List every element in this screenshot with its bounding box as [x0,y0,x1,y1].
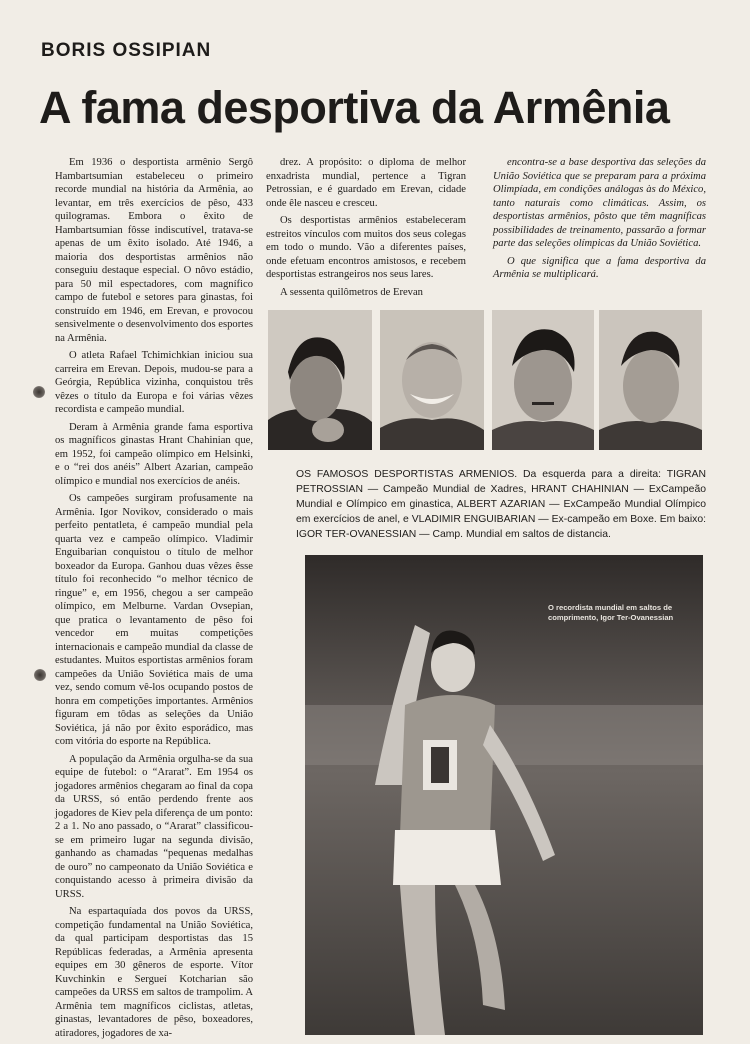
photo-strip-caption: OS FAMOSOS DESPORTISTAS ARMENIOS. Da esquerda para a direita: TIGRAN PETROSSIAN — Campeão Mundial de Xadres, HRANT CHAHINIAN — ExCampeão Mundial e Olímpico em ginastica, ALBERT AZARIAN — ExCampeão Mundial Olímpico em exercícios de anel, e VLADIMIR ENGUIBARIAN — Ex-campeão em Boxe. Em baixo: IGOR TER-OVANESSIAN — Camp. Mundial em saltos de distancia. [296,469,706,540]
paragraph: Na espartaquíada dos povos da URSS, competição fundamental na União Soviética, da qual participam desportistas das 15 Repúblicas federadas, a Armênia apresenta equipes em 30 gêneros de esporte. Vítor Kuvchinkin e Sergueí Kotcharian são campeões da URSS em saltos de trampolim. A Armênia tem magníficos ciclistas, atletas, ginastas, levantadores de pêso, boxeadores, atiradores, jogadores de xa- [55,906,253,1039]
paragraph: Deram à Armênia grande fama esportiva os magníficos ginastas Hrant Chahinian que, em 1952, foi campeão olímpico em Helsinki, e o “rei dos anéis” Albert Azarian, campeão olímpico e mundial nos exercícios de anéis. [55,421,253,487]
text-column-3 [493,156,706,286]
paragraph: O que significa que a fama desportiva da Armênia se multiplicará. [493,255,706,280]
article-title: A fama desportiva da Armênia [39,82,670,133]
paragraph: drez. A propósito: o diploma de melhor enxadrista mundial, pertence a Tigran Petrossian, e é guardado em Erevan, cidade onde êle nasceu e cresceu. [266,157,466,209]
paragraph: O atleta Rafael Tchimichkian iniciou sua carreira em Erevan. Depois, mudou-se para a Geórgia, República vizinha, conquistou três vêzes o título da Europa e foi várias vêzes recordista e campeão mundial. [55,350,253,415]
portrait-strip [268,310,702,450]
paragraph: Os campeões surgiram profusamente na Armênia. Igor Novikov, considerado o mais perfeito pentatleta, é campeão mundial pela quarta vez e campeão olímpico. Vladimir Enguibarian conquistou o título de melhor boxeador da Europa. Ganhou duas vêzes êsse título foi reconhecido “o melhor técnico de ringue” e, em 1956, chegou a ser campeão olímpico, em Melburne. Vardan Ovsepian, que pratica o levantamento de pêso foi vencedor em muitas competições internacionais e campeão mundial da classe de estudantes. Muitos esportistas armênios foram campeões da União Soviética mais de uma vez, sendo comum vê-los ocupando postos de honra em competições importantes. Armênios figuram em tôdas as seleções da União Soviética, já não por êxito esporádico, mas com vitória do esporte na República. [55,493,253,747]
paragraph: Os desportistas armênios estabeleceram estreitos vínculos com muitos dos seus colegas em todo o mundo. Vão a diferentes países, onde efetuam encontros amistosos, e recebem desportistas estrangeiros nos seus lares. [266,215,466,280]
binder-hole [33,386,45,398]
portrait-photo-chahinian [380,310,484,450]
portrait-photo-azarian [492,310,594,450]
text-column-2 [266,156,466,303]
paragraph: encontra-se a base desportiva das seleções da União Soviética que se preparam para a próxima Olimpíada, em condições análogas às do México, tanto naturais como climáticas. Assim, os desportistas armênios, pôsto que têm magníficas possibilidades de treinamento, passarão a formar parte das seleções olímpicas da União Soviética. [493,157,706,249]
long-jumper-photo [305,555,703,1035]
paragraph: A sessenta quilômetros de Erevan [280,286,423,298]
paragraph: A população da Armênia orgulha-se da sua equipe de futebol: o “Ararat”. Em 1954 os jogadores armênios chegaram ao final da copa da URSS, só então perdendo frente aos jogadores de Kiev pela diferença de um ponto: 2 a 1. No ano passado, o “Ararat” classificou-se em primeiro lugar na segunda divisão, ganhando as chamadas “pequenas medalhas de ouro” no campeonato da União Soviética e conquistando acesso à primeira divisão da URSS. [55,753,253,900]
binder-hole [34,669,46,681]
text-column-1 [55,156,253,1044]
paragraph: Em 1936 o desportista armênio Sergô Hambartsumian estabeleceu o primeiro recorde mundial na história da Armênia, ao levantar, em três exercícios de pêso, 433 quilogramas. Embora o êxito de Hambartsumian fôsse indiscutível, tratava-se apenas de um êxito isolado. Até 1946, a maioria dos desportistas armênios não conseguiu destaque especial. O nôvo estádio, para 50 mil espectadores, com magnífico campo de futebol e setores para ginastas, foi construído em 1946, em Erevan, e provocou sensìvelmente o desenvolvimento dos esportes na Armênia. [55,157,253,344]
big-photo-caption: O recordista mundial em saltos de comprimento, Igor Ter-Ovanessian [548,603,674,622]
portrait-photo-enguibarian [599,310,702,450]
author-byline: BORIS OSSIPIAN [41,40,212,61]
portrait-photo-petrossian [268,310,372,450]
